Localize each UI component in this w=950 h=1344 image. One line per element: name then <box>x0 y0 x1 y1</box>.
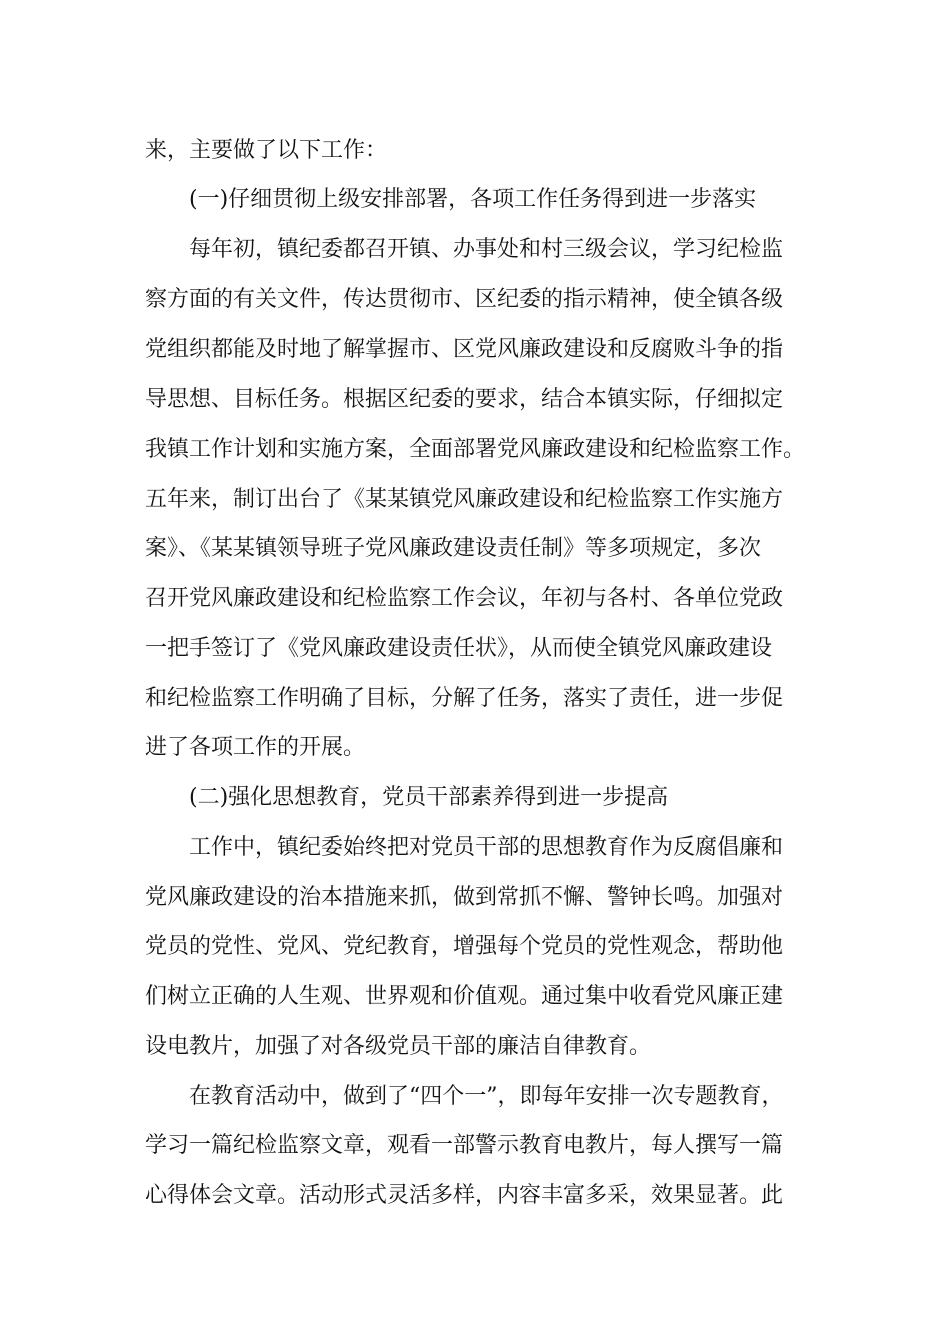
paragraph-line: 工作中，镇纪委始终把对党员干部的思想教育作为反腐倡廉和 <box>189 835 784 860</box>
paragraph-line: 一把手签订了《党风廉政建设责任状》，从而使全镇党风廉政建设 <box>145 636 773 661</box>
paragraph-line: 在教育活动中，做到了“四个一”，即每年安排一次专题教育， <box>189 1084 784 1109</box>
text-line: 来，主要做了以下工作： <box>145 138 388 163</box>
paragraph-line: 和纪检监察工作明确了目标，分解了任务，落实了责任，进一步促 <box>145 686 784 711</box>
paragraph-line: 每年初，镇纪委都召开镇、办事处和村三级会议，学习纪检监 <box>189 237 784 262</box>
paragraph-line: 导思想、目标任务。根据区纪委的要求，结合本镇实际，仔细拟定 <box>145 387 784 412</box>
paragraph-line: 设电教片，加强了对各级党员干部的廉洁自律教育。 <box>145 1034 652 1059</box>
section-heading: (二)强化思想教育，党员干部素养得到进一步提高 <box>189 785 669 810</box>
paragraph-line: 察方面的有关文件，传达贯彻市、区纪委的指示精神，使全镇各级 <box>145 287 784 312</box>
paragraph-line: 案》、《某某镇领导班子党风廉政建设责任制》等多项规定，多次 <box>145 536 762 561</box>
paragraph-line: 党组织都能及时地了解掌握市、区党风廉政建设和反腐败斗争的指 <box>145 337 784 362</box>
paragraph-line: 我镇工作计划和实施方案，全面部署党风廉政建设和纪检监察工作。 <box>145 437 806 462</box>
paragraph-line: 党员的党性、党风、党纪教育，增强每个党员的党性观念，帮助他 <box>145 934 784 959</box>
paragraph-line: 五年来，制订出台了《某某镇党风廉政建设和纪检监察工作实施方 <box>145 487 784 512</box>
section-heading: (一)仔细贯彻上级安排部署，各项工作任务得到进一步落实 <box>189 187 757 212</box>
paragraph-line: 召开党风廉政建设和纪检监察工作会议，年初与各村、各单位党政 <box>145 586 784 611</box>
paragraph-line: 党风廉政建设的治本措施来抓，做到常抓不懈、警钟长鸣。加强对 <box>145 885 784 910</box>
paragraph-line: 进了各项工作的开展。 <box>145 735 366 760</box>
paragraph-line: 学习一篇纪检监察文章，观看一部警示教育电教片，每人撰写一篇 <box>145 1133 784 1158</box>
paragraph-line: 们树立正确的人生观、世界观和价值观。通过集中收看党风廉正建 <box>145 984 784 1009</box>
paragraph-line: 心得体会文章。活动形式灵活多样，内容丰富多采，效果显著。此 <box>145 1183 784 1208</box>
